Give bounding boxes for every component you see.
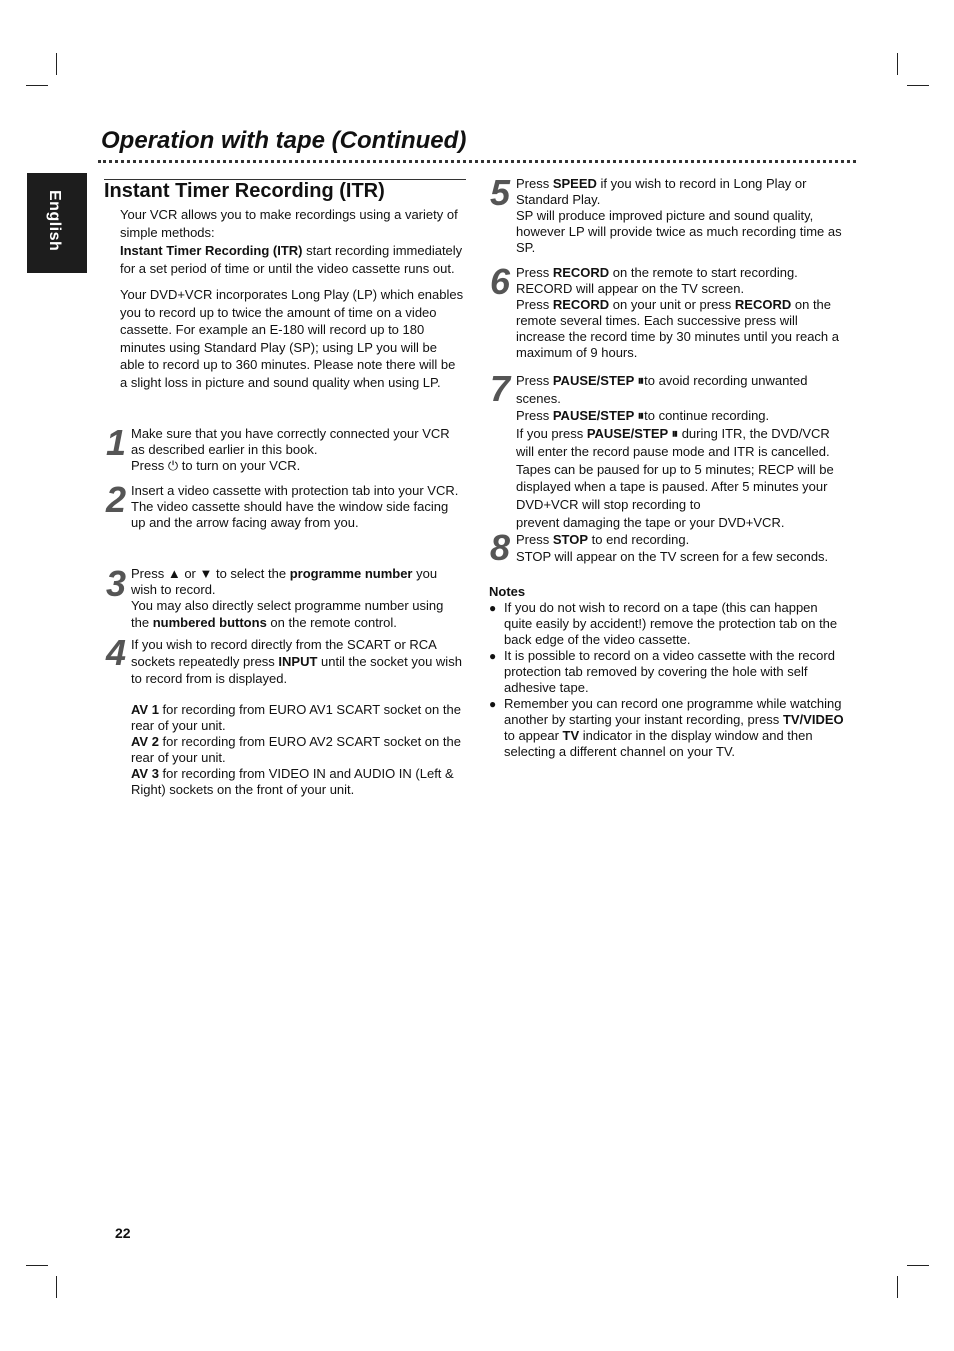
note-item: ● If you do not wish to record on a tape (this can happen quite easily by accident!) remove the protection tab on the back edge of the video cassette. (489, 600, 838, 647)
step-text: If you wish to record directly from the SCART or RCA sockets repeatedly press INPUT until the socket you wish to record from is displayed. (131, 637, 462, 686)
note-item: ● Remember you can record one programme while watching another by starting your instant recording, press TV/VIDEO to appear TV indicator in the display window and then selecting a different channel on your TV. (489, 696, 844, 759)
crop-mark (907, 1265, 929, 1266)
step-text-2: Press PAUSE/STEP ⏸to continue recording. (516, 408, 770, 424)
note-item: ● It is possible to record on a video cassette with the record protection tab removed by covering the hole with self adhesive tape. (489, 648, 835, 695)
step-number: 2 (106, 479, 127, 520)
step-text-2: SP will produce improved picture and sound quality, however LP will provide twice as much recording time as SP. (516, 208, 842, 255)
bullet-icon: ● (489, 697, 497, 711)
step-7 (516, 372, 850, 531)
crop-mark (26, 1265, 48, 1266)
bullet-icon: ● (489, 601, 497, 615)
bullet-icon: ● (489, 649, 497, 663)
intro-bold: Instant Timer Recording (ITR) (120, 243, 303, 258)
step-5 (516, 176, 846, 256)
intro-itr (120, 242, 465, 277)
step-number: 7 (490, 368, 511, 409)
step-3 (131, 566, 465, 631)
av1-text: AV 1 for recording from EURO AV1 SCART socket on the rear of your unit. (131, 702, 461, 733)
intro-text: Your VCR allows you to make recordings using a variety of simple methods: (120, 207, 458, 240)
language-label: English (46, 190, 63, 252)
crop-mark (26, 85, 48, 86)
step-8 (516, 531, 850, 565)
intro-lp: Your DVD+VCR incorporates Long Play (LP) which enables you to record up to twice the amount of time on a video cassette. For example an E-180 will record up to 180 minutes using Standard Play (SP); using LP you will be able to record up to 360 minutes. Please note there will be a slight loss in picture and sound quality when using LP. (120, 287, 464, 390)
crop-mark (897, 1276, 898, 1298)
step-6 (516, 265, 846, 361)
crop-mark (56, 1276, 57, 1298)
language-tab (27, 173, 87, 273)
header-divider (98, 160, 856, 163)
step-number: 3 (106, 563, 127, 604)
av3-text: AV 3 for recording from VIDEO IN and AUDIO IN (Left & Right) sockets on the front of your unit. (131, 766, 454, 797)
step-text-3: Press RECORD on your unit or press RECORD on the remote several times. Each successive press will increase the record time by 30 minutes until you reach a maximum of 9 hours. (516, 297, 840, 360)
step-text-2: You may also directly select programme number using the numbered buttons on the remote control. (131, 598, 444, 630)
step-text: Press RECORD on the remote to start recording. (516, 265, 798, 280)
section-title: Instant Timer Recording (ITR) (104, 179, 466, 203)
step-4 (131, 636, 465, 798)
step-text: Press PAUSE/STEP ⏸to avoid recording unwanted scenes. (516, 373, 808, 406)
step-number: 1 (106, 422, 127, 463)
notes-title: Notes (489, 584, 526, 599)
av2-text: AV 2 for recording from EURO AV2 SCART socket on the rear of your unit. (131, 734, 461, 765)
step-2 (131, 483, 465, 532)
power-icon: ⏻ (167, 458, 179, 474)
step-text: Press STOP to end recording. (516, 532, 690, 547)
step-number: 6 (490, 261, 511, 302)
step-text-3: If you press PAUSE/STEP ⏸ during ITR, the DVD/VCR will enter the record pause mode and ITR is cancelled. Tapes can be paused for up to 5 minutes; RECP will be displayed when a tape is paused. After 5 minutes your DVD+VCR will stop recording to (516, 426, 834, 512)
step-1 (131, 426, 465, 475)
step-number: 8 (490, 527, 511, 568)
step-text: Make sure that you have correctly connected your VCR as described earlier in this book. (131, 426, 450, 458)
step-text: Press SPEED if you wish to record in Long Play or Standard Play. (516, 176, 807, 207)
crop-mark (897, 53, 898, 75)
notes (489, 584, 849, 760)
step-text-2: STOP will appear on the TV screen for a few seconds. (516, 549, 829, 564)
intro-rest: start recording immediately for a set period of time or until the video cassette runs out. (120, 243, 463, 276)
step-text-4: prevent damaging the tape or your DVD+VCR. (516, 514, 785, 530)
step-text-2: RECORD will appear on the TV screen. (516, 281, 745, 296)
step-text-2: The video cassette should have the window side facing up and the arrow facing away from you. (131, 499, 449, 531)
step-number: 4 (106, 632, 127, 673)
step-text: Press ▲ or ▼ to select the programme number you wish to record. (131, 566, 438, 598)
page-title: Operation with tape (Continued) (101, 127, 467, 154)
page-number: 22 (115, 1225, 131, 1241)
step-text-2: Press ⏻ to turn on your VCR. (131, 458, 301, 474)
section-intro (120, 206, 465, 392)
step-text: Insert a video cassette with protection tab into your VCR. (131, 483, 459, 498)
crop-mark (56, 53, 57, 75)
step-number: 5 (490, 172, 511, 213)
crop-mark (907, 85, 929, 86)
